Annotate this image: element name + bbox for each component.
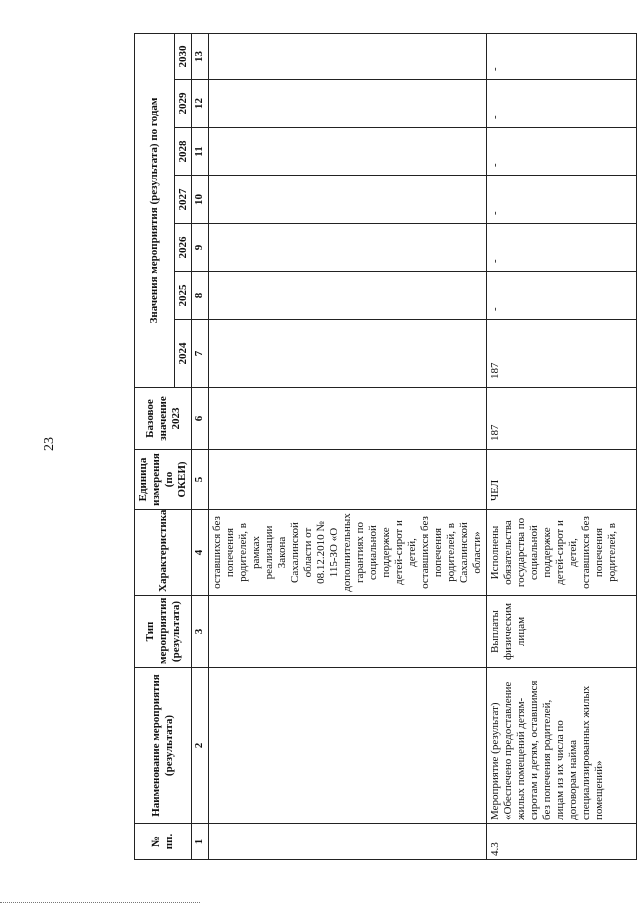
row-unit [209, 450, 487, 510]
row-characteristic: оставшихся без попечения родителей, в рамках реализации Закона Сахалинской области от 08.12.2010 № 115-ЗО «О дополнительных гарантиях по социальной поддержке детей-сирот и детей, оставшихся без попечения родителей, в Сахалинской области» [209, 510, 487, 596]
row-value: - [487, 176, 637, 224]
measures-table [134, 33, 637, 860]
row-number: 4.3 [487, 824, 637, 860]
row-name: Мероприятие (результат) «Обеспечено предоставление жилых помещений детям-сиротам и детям, оставшимся без попечения родителей, лицам из их числа по договорам найма специализированных жилых помещений» [487, 668, 637, 824]
row-base-value: 187 [487, 388, 637, 450]
column-number: 1 [192, 824, 209, 860]
scan-edge-mark [0, 902, 200, 909]
row-value: - [487, 224, 637, 272]
header-number: № пп. [135, 824, 192, 860]
header-year: 2026 [175, 224, 192, 272]
column-number: 10 [192, 176, 209, 224]
header-unit: Единица измерения (по ОКЕИ) [135, 450, 192, 510]
row-value [209, 320, 487, 388]
row-value [209, 34, 487, 80]
row-unit: ЧЕЛ [487, 450, 637, 510]
rotated-table-container [134, 34, 618, 860]
column-number: 7 [192, 320, 209, 388]
table-row [487, 34, 637, 860]
column-number: 3 [192, 596, 209, 668]
row-value: - [487, 34, 637, 80]
row-value: - [487, 128, 637, 176]
header-year: 2027 [175, 176, 192, 224]
header-name: Наименование мероприятия (результата) [135, 668, 192, 824]
column-numbers-row [192, 34, 209, 860]
row-base-value [209, 388, 487, 450]
row-name [209, 668, 487, 824]
row-value: - [487, 272, 637, 320]
row-value: - [487, 80, 637, 128]
column-number: 2 [192, 668, 209, 824]
column-number: 4 [192, 510, 209, 596]
column-number: 9 [192, 224, 209, 272]
header-year: 2024 [175, 320, 192, 388]
column-number: 5 [192, 450, 209, 510]
column-number: 6 [192, 388, 209, 450]
column-number: 8 [192, 272, 209, 320]
row-value [209, 176, 487, 224]
column-number: 13 [192, 34, 209, 80]
header-base-value: Базовое значение 2023 [135, 388, 192, 450]
row-characteristic: Исполнены обязательства государства по социальной поддержке детей-сирот и детей, оставшихся без попечения родителей, в [487, 510, 637, 596]
row-number [209, 824, 487, 860]
header-type: Тип мероприятия (результата) [135, 596, 192, 668]
row-value [209, 80, 487, 128]
page-number: 23 [42, 437, 57, 451]
column-number: 11 [192, 128, 209, 176]
row-type: Выплаты физическим лицам [487, 596, 637, 668]
column-number: 12 [192, 80, 209, 128]
table-row [209, 34, 487, 860]
header-year: 2025 [175, 272, 192, 320]
header-year: 2030 [175, 34, 192, 80]
row-type [209, 596, 487, 668]
header-year: 2029 [175, 80, 192, 128]
header-characteristic: Характеристика [135, 510, 192, 596]
row-value [209, 224, 487, 272]
header-year: 2028 [175, 128, 192, 176]
row-value: 187 [487, 320, 637, 388]
row-value [209, 272, 487, 320]
row-value [209, 128, 487, 176]
header-values-group: Значения мероприятия (результата) по годам [135, 34, 175, 388]
